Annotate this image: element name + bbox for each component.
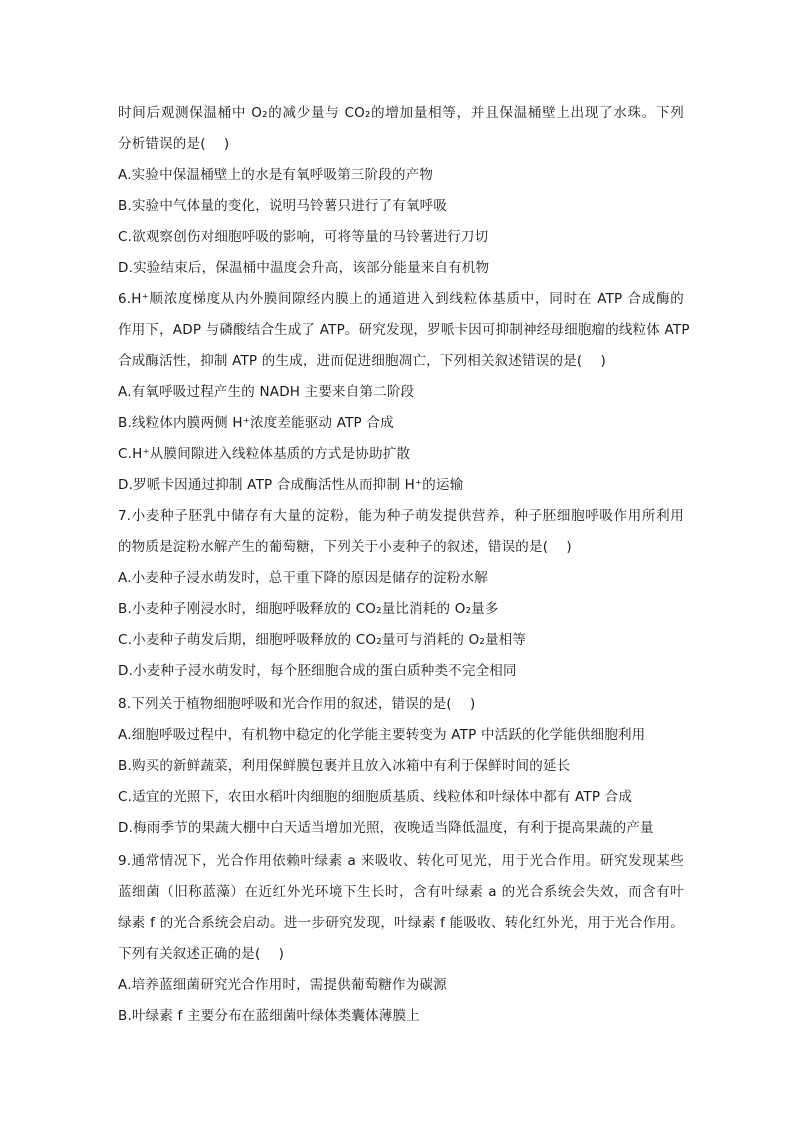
q7-stem-line-1: 7.小麦种子胚乳中储存有大量的淀粉，能为种子萌发提供营养，种子胚细胞呼吸作用所利用: [118, 508, 684, 524]
q9-stem-line-3: 绿素 f 的光合系统会启动。进一步研究发现，叶绿素 f 能吸收、转化红外光，用于光合作用。: [118, 915, 684, 931]
q8-option-a: A.细胞呼吸过程中，有机物中稳定的化学能主要转变为 ATP 中活跃的化学能供细胞利用: [118, 727, 646, 743]
q6-option-a: A.有氧呼吸过程产生的 NADH 主要来自第二阶段: [118, 384, 415, 400]
q7-option-d: D.小麦种子浸水萌发时，每个胚细胞合成的蛋白质种类不完全相同: [118, 663, 517, 679]
q9-option-a: A.培养蓝细菌研究光合作用时，需提供葡萄糖作为碳源: [118, 977, 447, 993]
q9-stem-line-2: 蓝细菌（旧称蓝藻）在近红外光环境下生长时，含有叶绿素 a 的光合系统会失效，而含有叶: [118, 884, 684, 900]
q6-option-c: C.H⁺从膜间隙进入线粒体基质的方式是协助扩散: [118, 446, 411, 462]
q8-option-b: B.购买的新鲜蔬菜，利用保鲜膜包裹并且放入冰箱中有利于保鲜时间的延长: [118, 758, 571, 774]
q5-stem-line-1: 时间后观测保温桶中 O₂的减少量与 CO₂的增加量相等，并且保温桶壁上出现了水珠。下列: [118, 105, 684, 121]
q9-stem-line-4: 下列有关叙述正确的是( ): [118, 946, 285, 962]
q7-stem-line-2: 的物质是淀粉水解产生的葡萄糖，下列关于小麦种子的叙述，错误的是( ): [118, 539, 572, 555]
q5-option-d: D.实验结束后，保温桶中温度会升高，该部分能量来自有机物: [118, 260, 490, 276]
q7-option-a: A.小麦种子浸水萌发时，总干重下降的原因是储存的淀粉水解: [118, 570, 488, 586]
q6-option-d: D.罗哌卡因通过抑制 ATP 合成酶活性从而抑制 H⁺的运输: [118, 477, 464, 493]
q6-option-b: B.线粒体内膜两侧 H⁺浓度差能驱动 ATP 合成: [118, 415, 394, 431]
q6-stem-line-3: 合成酶活性，抑制 ATP 的生成，进而促进细胞凋亡，下列相关叙述错误的是( ): [118, 353, 606, 369]
q5-option-a: A.实验中保温桶壁上的水是有氧呼吸第三阶段的产物: [118, 167, 434, 183]
q7-option-b: B.小麦种子刚浸水时，细胞呼吸释放的 CO₂量比消耗的 O₂量多: [118, 601, 499, 617]
q8-option-c: C.适宜的光照下，农田水稻叶肉细胞的细胞质基质、线粒体和叶绿体中都有 ATP 合成: [118, 789, 633, 805]
q9-stem-line-1: 9.通常情况下，光合作用依赖叶绿素 a 来吸收、转化可见光，用于光合作用。研究发现某些: [118, 853, 684, 869]
q9-option-b: B.叶绿素 f 主要分布在蓝细菌叶绿体类囊体薄膜上: [118, 1008, 420, 1024]
q5-option-c: C.欲观察创伤对细胞呼吸的影响，可将等量的马铃薯进行刀切: [118, 229, 489, 245]
q7-option-c: C.小麦种子萌发后期，细胞呼吸释放的 CO₂量可与消耗的 O₂量相等: [118, 632, 527, 648]
q8-stem: 8.下列关于植物细胞呼吸和光合作用的叙述，错误的是( ): [118, 696, 476, 712]
q8-option-d: D.梅雨季节的果蔬大棚中白天适当增加光照，夜晚适当降低温度，有利于提高果蔬的产量: [118, 820, 654, 836]
q6-stem-line-1: 6.H⁺顺浓度梯度从内外膜间隙经内膜上的通道进入到线粒体基质中，同时在 ATP 合成酶的: [118, 291, 684, 307]
q6-stem-line-2: 作用下，ADP 与磷酸结合生成了 ATP。研究发现，罗哌卡因可抑制神经母细胞瘤的线粒体 ATP: [118, 322, 690, 338]
q5-option-b: B.实验中气体量的变化，说明马铃薯只进行了有氧呼吸: [118, 198, 448, 214]
q5-stem-line-2: 分析错误的是( ): [118, 136, 230, 152]
